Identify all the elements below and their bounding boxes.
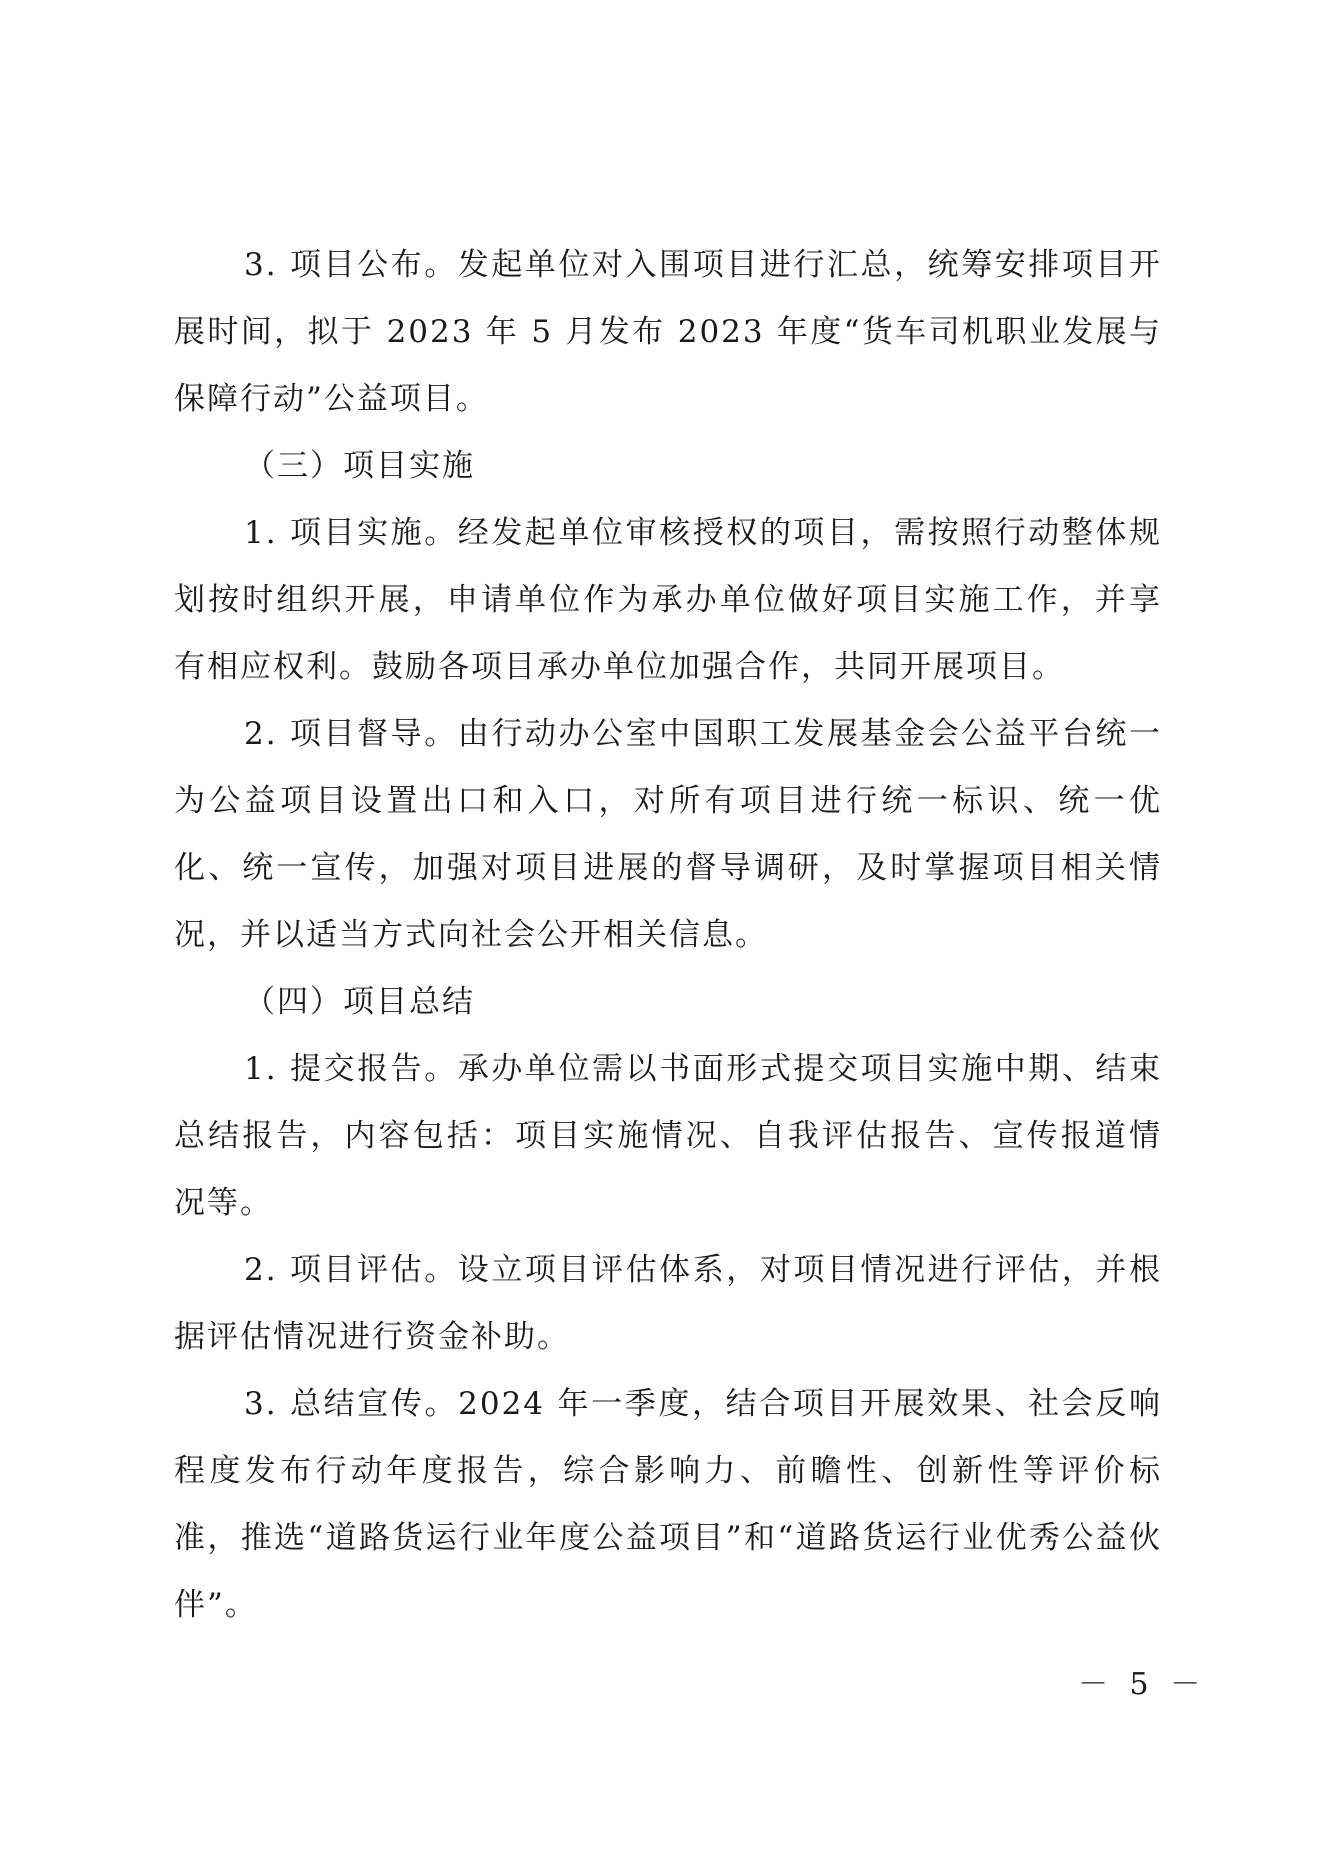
paragraph-project-publication: 3. 项目公布。发起单位对入围项目进行汇总，统筹安排项目开展时间，拟于 2023 年 5 月发布 2023 年度“货车司机职业发展与保障行动”公益项目。 [174, 247, 1162, 417]
paragraph-summary-publicity: 3. 总结宣传。2024 年一季度，结合项目开展效果、社会反响程度发布行动年度报告，综合影响力、前瞻性、创新性等评价标准，推选“道路货运行业年度公益项目”和“道路货运行业优秀公益伙伴”。 [174, 1386, 1162, 1623]
paragraph-submit-report: 1. 提交报告。承办单位需以书面形式提交项目实施中期、结束总结报告，内容包括：项目实施情况、自我评估报告、宣传报道情况等。 [174, 1051, 1162, 1221]
section-heading-summary: （四）项目总结 [244, 984, 475, 1020]
section-heading-implementation: （三）项目实施 [244, 448, 475, 484]
paragraph-project-supervision: 2. 项目督导。由行动办公室中国职工发展基金会公益平台统一为公益项目设置出口和入口，对所有项目进行统一标识、统一优化、统一宣传，加强对项目进展的督导调研，及时掌握项目相关情况，并以适当方式向社会公开相关信息。 [174, 716, 1162, 953]
document-body [174, 232, 1162, 1639]
paragraph-project-evaluation: 2. 项目评估。设立项目评估体系，对项目情况进行评估，并根据评估情况进行资金补助。 [174, 1252, 1162, 1355]
paragraph-project-implementation: 1. 项目实施。经发起单位审核授权的项目，需按照行动整体规划按时组织开展，申请单位作为承办单位做好项目实施工作，并享有相应权利。鼓励各项目承办单位加强合作，共同开展项目。 [174, 515, 1162, 685]
page-number: － 5 － [1078, 1667, 1207, 1702]
